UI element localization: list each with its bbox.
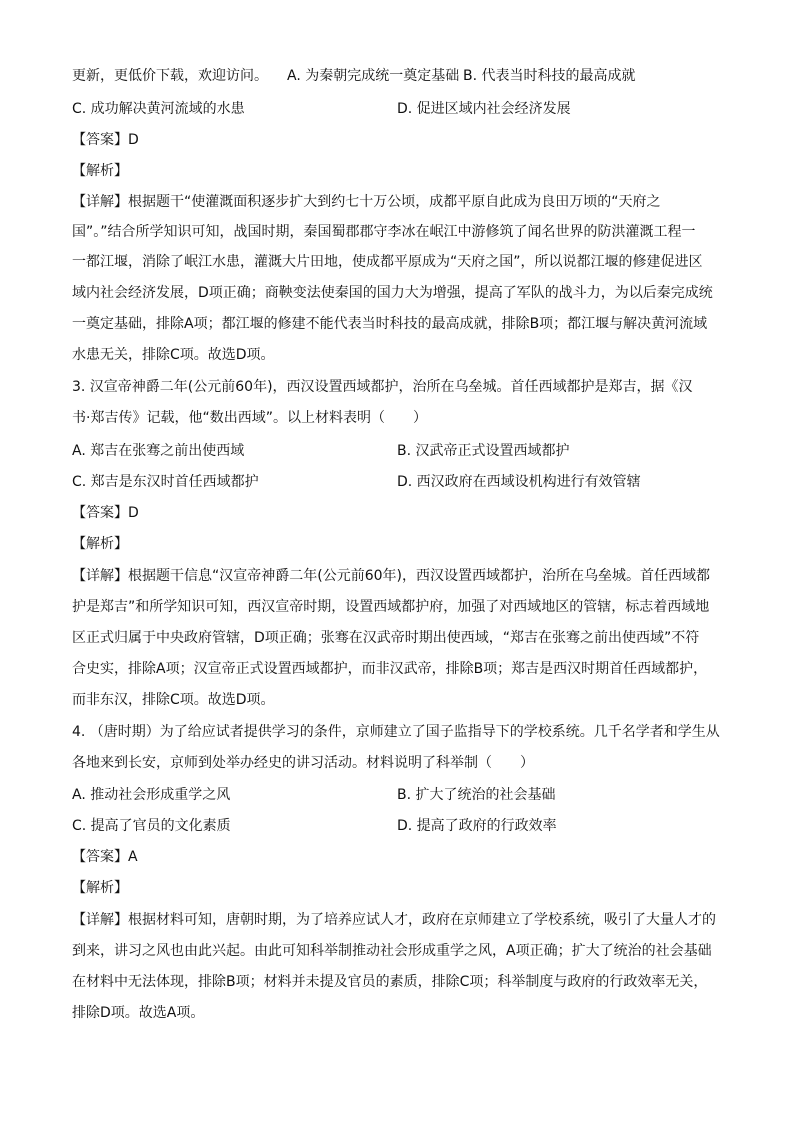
q4-option-a: A. 推动社会形成重学之风 <box>72 787 231 803</box>
q2-detail-line: 水患无关，排除C项。故选D项。 <box>72 347 275 363</box>
q4-detail-line: 到来，讲习之风也由此兴起。由此可知科举制推动社会形成重学之风，A项正确；扩大了统治的社会基础 <box>72 943 712 959</box>
q2-analysis-label: 【解析】 <box>72 163 128 179</box>
q2-detail-line: 国”。”结合所学知识可知，战国时期，秦国蜀郡郡守李冰在岷江中游修筑了闻名世界的防洪灌溉工程一 <box>72 224 696 240</box>
q2-detail-line: 【详解】根据题干“使灌溉面积逐步扩大到约七十万公顷，成都平原自此成为良田万顷的“天府之 <box>72 194 661 210</box>
q2-detail-line: 一都江堰，消除了岷江水患，灌溉大片田地，使成都平原成为“天府之国”，所以说都江堰的修建促进区 <box>72 254 703 270</box>
q3-answer: 【答案】D <box>72 505 139 521</box>
q2-stem-tail: 更新，更低价下载，欢迎访问。 <box>72 68 268 84</box>
q4-option-b: B. 扩大了统治的社会基础 <box>397 787 556 803</box>
q4-option-c: C. 提高了官员的文化素质 <box>72 818 231 834</box>
q3-stem-line: 3. 汉宣帝神爵二年(公元前60年)，西汉设置西域都护，治所在乌垒城。首任西域都护是郑吉，据《汉 <box>72 379 693 395</box>
q2-detail-line: 域内社会经济发展，D项正确；商鞅变法使秦国的国力大为增强，提高了军队的战斗力，为以后秦完成统 <box>72 285 713 301</box>
q2-option-a: A. 为秦朝完成统一奠定基础 <box>287 68 460 84</box>
q4-option-d: D. 提高了政府的行政效率 <box>397 818 557 834</box>
q2-option-c: C. 成功解决黄河流域的水患 <box>72 101 245 117</box>
q2-detail-line: 一奠定基础，排除A项；都江堰的修建不能代表当时科技的最高成就，排除B项；都江堰与解决黄河流域 <box>72 316 708 332</box>
q3-detail-line: 【详解】根据题干信息“汉宣帝神爵二年(公元前60年)，西汉设置西域都护，治所在乌垒城。首任西域都 <box>72 568 710 584</box>
q3-detail-line: 护是郑吉”和所学知识可知，西汉宣帝时期，设置西域都护府，加强了对西域地区的管辖，标志着西域地 <box>72 599 710 615</box>
q3-detail-line: 合史实，排除A项；汉宣帝正式设置西域都护，而非汉武帝，排除B项；郑吉是西汉时期首任西域都护， <box>72 661 708 677</box>
q4-analysis-label: 【解析】 <box>72 880 128 896</box>
q3-option-a: A. 郑吉在张骞之前出使西域 <box>72 443 245 459</box>
q3-option-b: B. 汉武帝正式设置西域都护 <box>397 443 570 459</box>
q3-detail-line: 区正式归属于中央政府管辖，D项正确；张骞在汉武帝时期出使西域，“郑吉在张骞之前出使西域”不符 <box>72 630 700 646</box>
q3-detail-line: 而非东汉，排除C项。故选D项。 <box>72 692 275 708</box>
q3-analysis-label: 【解析】 <box>72 536 128 552</box>
q4-detail-line: 排除D项。故选A项。 <box>72 1005 205 1021</box>
q4-detail-line: 【详解】根据材料可知，唐朝时期，为了培养应试人才，政府在京师建立了学校系统，吸引了大量人才的 <box>72 912 716 928</box>
q2-option-d: D. 促进区域内社会经济发展 <box>397 101 571 117</box>
q3-option-d: D. 西汉政府在西域设机构进行有效管辖 <box>397 474 641 490</box>
q4-detail-line: 在材料中无法体现，排除B项；材料并未提及官员的素质，排除C项；科举制度与政府的行政效率无关， <box>72 974 708 990</box>
q4-stem-line: 各地来到长安，京师到处举办经史的讲习活动。材料说明了科举制（ ） <box>72 755 534 771</box>
q3-stem-line: 书·郑吉传》记载，他“数出西域”。以上材料表明（ ） <box>72 410 427 426</box>
q3-option-c: C. 郑吉是东汉时首任西域都护 <box>72 474 259 490</box>
q4-answer: 【答案】A <box>72 849 138 865</box>
q2-option-b: B. 代表当时科技的最高成就 <box>463 68 636 84</box>
q2-answer: 【答案】D <box>72 132 139 148</box>
q4-stem-line: 4. （唐时期）为了给应试者提供学习的条件，京师建立了国子监指导下的学校系统。几千名学者和学生从 <box>72 724 720 740</box>
